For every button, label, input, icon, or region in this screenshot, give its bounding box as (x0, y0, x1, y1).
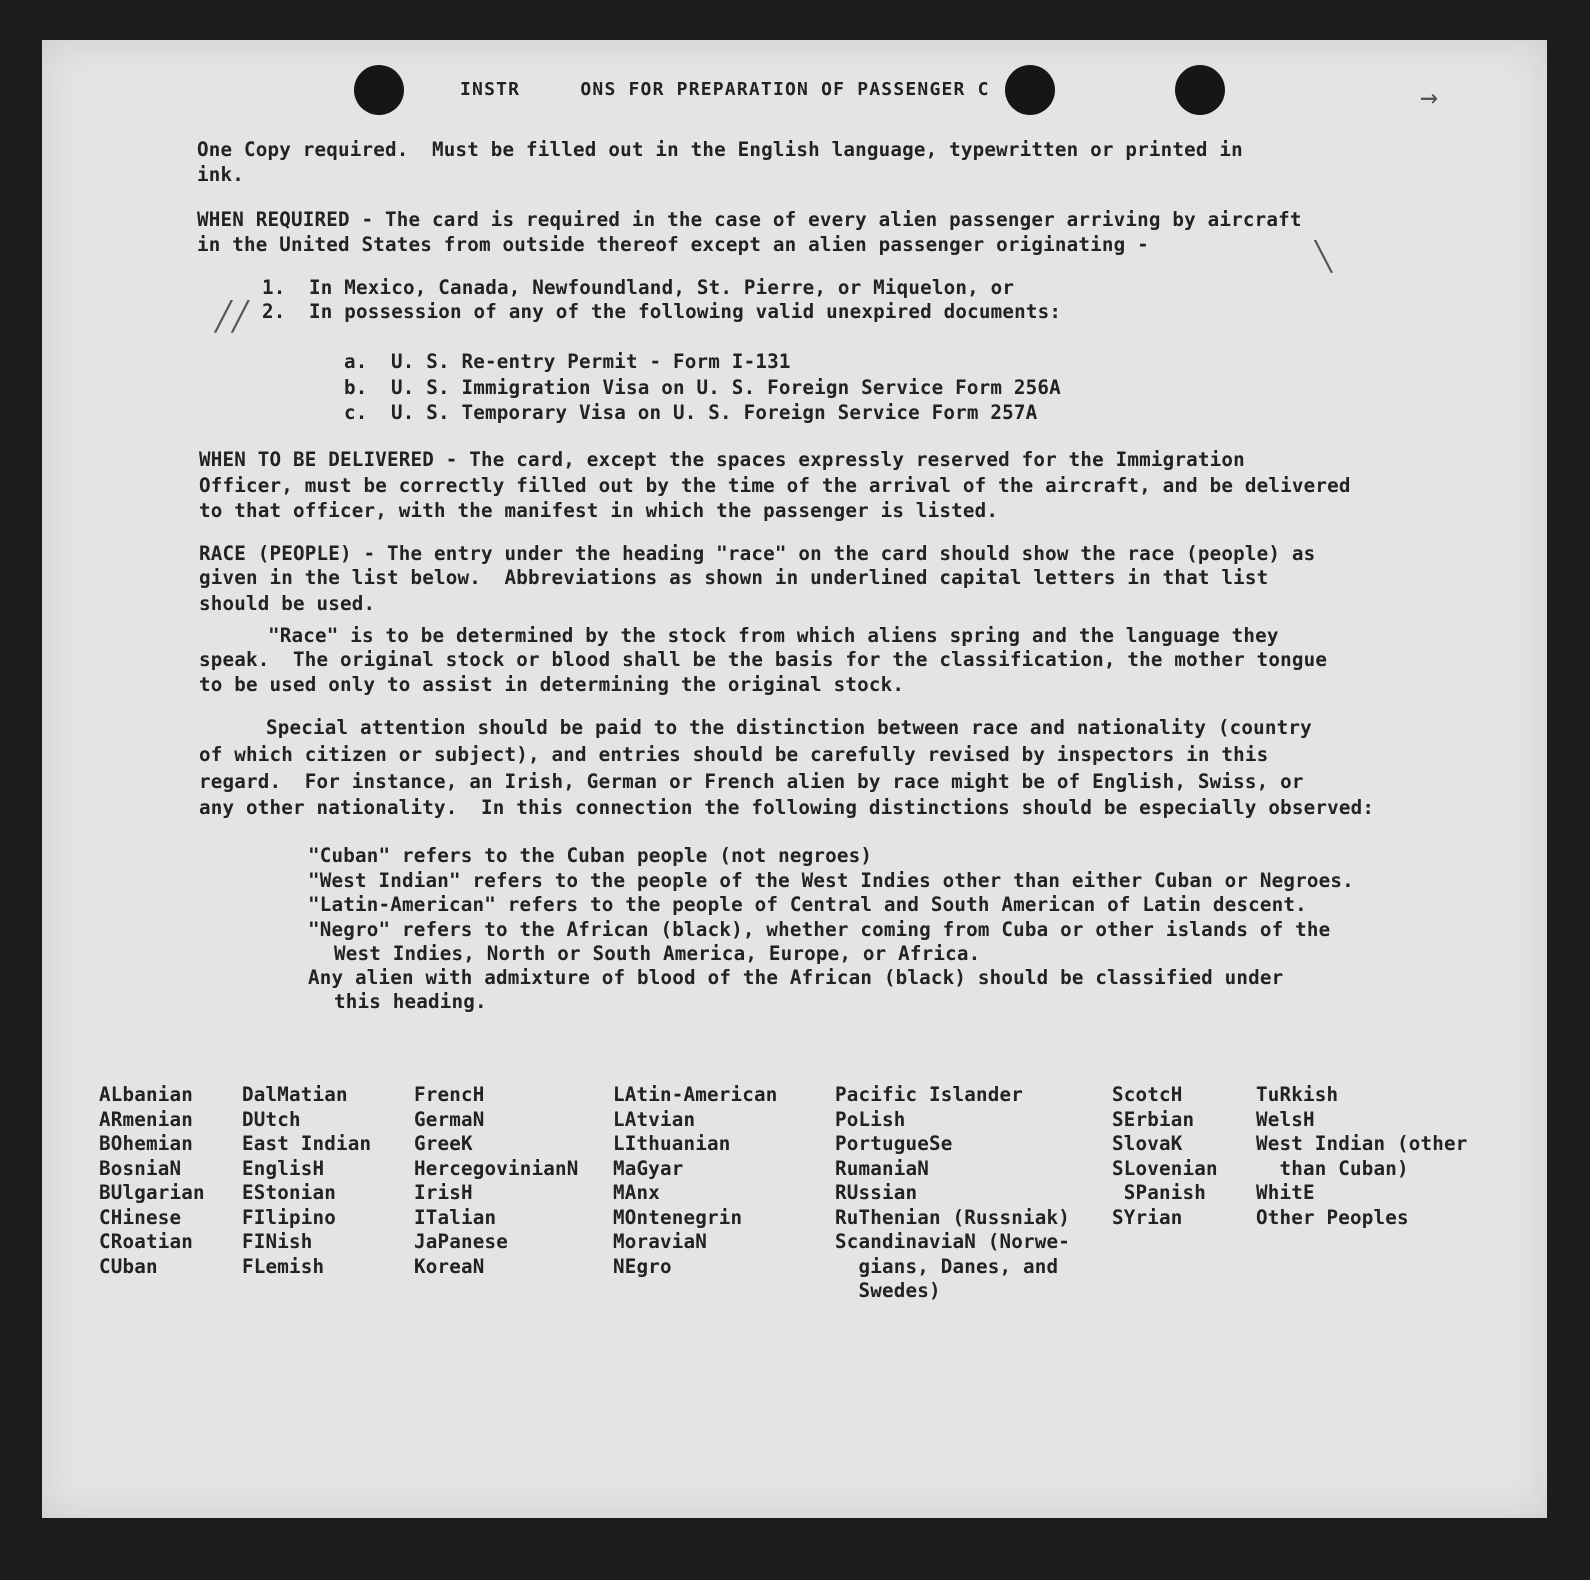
race-list-column-7 (1256, 1083, 1468, 1230)
race-list-item: FINish (242, 1230, 313, 1253)
race-list-item: East Indian (242, 1132, 372, 1155)
distinction-line: "Negro" refers to the African (black), whether coming from Cuba or other islands of the (308, 918, 1331, 941)
race-list-item: LIthuanian (613, 1132, 731, 1155)
race-list-item: CHinese (99, 1205, 182, 1229)
distinction-line: this heading. (334, 990, 487, 1013)
race-list-item: FrencH (414, 1083, 485, 1106)
race-list-item: SYrian (1112, 1205, 1183, 1229)
race-list-item: WelsH (1256, 1107, 1315, 1131)
race-list-item: TuRkish (1256, 1083, 1339, 1106)
race-list-item: HercegovinianN (414, 1156, 579, 1180)
race-paragraph-line: "Race" is to be determined by the stock from which aliens spring and the language they (268, 624, 1279, 647)
race-list-item: ScotcH (1112, 1083, 1183, 1106)
punch-hole-middle (1005, 65, 1055, 115)
race-list-item: EnglisH (242, 1156, 325, 1180)
when-required-line: WHEN REQUIRED - The card is required in the case of every alien passenger arriving by aircraft (197, 208, 1302, 231)
race-paragraph-line: should be used. (199, 592, 376, 615)
ink-mark: → (1420, 80, 1439, 115)
race-list-column-1 (99, 1083, 205, 1279)
race-list-item: SErbian (1112, 1107, 1195, 1131)
race-list-item: ALbanian (99, 1083, 194, 1106)
ink-mark: ╱╱ (215, 300, 249, 333)
race-list-item: SLovenian (1112, 1156, 1218, 1180)
race-paragraph-line: Special attention should be paid to the distinction between race and nationality (country (266, 716, 1312, 739)
race-list-item: CUban (99, 1254, 158, 1278)
race-list-item: ScandinaviaN (Norwe- (835, 1230, 1071, 1253)
race-paragraph-line: of which citizen or subject), and entries should be carefully revised by inspectors in this (199, 743, 1269, 766)
race-list-column-2 (242, 1083, 371, 1279)
when-required-item: 1. In Mexico, Canada, Newfoundland, St. Pierre, or Miquelon, or (262, 276, 1015, 299)
page-title: INSTR ONS FOR PREPARATION OF PASSENGER C (460, 79, 990, 100)
race-list-item: WhitE (1256, 1181, 1315, 1204)
race-list-item: IrisH (414, 1181, 473, 1204)
punch-hole-left (354, 65, 404, 115)
race-list-item: GermaN (414, 1107, 485, 1131)
distinction-line: "West Indian" refers to the people of the West Indies other than either Cuban or Negroes. (308, 869, 1354, 892)
race-list-item: BUlgarian (99, 1181, 205, 1204)
race-list-column-5 (835, 1083, 1070, 1304)
race-list-item: RUssian (835, 1181, 918, 1204)
race-list-item: ARmenian (99, 1107, 194, 1131)
race-list-column-6 (1112, 1083, 1218, 1230)
race-list-item: MAnx (613, 1181, 661, 1204)
race-list-item: MaGyar (613, 1156, 684, 1180)
race-list-item: Other Peoples (1256, 1205, 1409, 1229)
race-list-item: EStonian (242, 1181, 337, 1204)
race-list-item: FLemish (242, 1254, 325, 1278)
race-list-item: NEgro (613, 1254, 672, 1278)
when-required-item: 2. In possession of any of the following valid unexpired documents: (262, 300, 1062, 323)
race-list-item: SPanish (1112, 1181, 1207, 1204)
race-list-item: LAtvian (613, 1107, 696, 1131)
race-list-item: PoLish (835, 1107, 906, 1131)
race-list-item: GreeK (414, 1132, 473, 1155)
race-list-item: FIlipino (242, 1205, 337, 1229)
intro-line: ink. (197, 163, 245, 186)
race-list-item: ITalian (414, 1205, 497, 1229)
race-list-item: RumaniaN (835, 1156, 930, 1180)
intro-line: One Copy required. Must be filled out in the English language, typewritten or printed in (197, 138, 1243, 161)
race-list-item: West Indian (other (1256, 1132, 1468, 1155)
race-list-item: BosniaN (99, 1156, 182, 1180)
race-list-item: DalMatian (242, 1083, 348, 1106)
race-list-item: than Cuban) (1256, 1156, 1409, 1180)
race-list-item: gians, Danes, and (835, 1254, 1059, 1278)
race-list-column-4 (613, 1083, 778, 1279)
race-list-item: MOntenegrin (613, 1205, 743, 1229)
race-paragraph-line: given in the list below. Abbreviations as shown in underlined capital letters in that list (199, 566, 1269, 589)
race-paragraph-line: to be used only to assist in determining the original stock. (199, 673, 905, 696)
race-list-item: KoreaN (414, 1254, 485, 1278)
race-list-item: MoraviaN (613, 1230, 708, 1253)
race-list-item: Swedes) (835, 1279, 941, 1302)
when-delivered-line: Officer, must be correctly filled out by the time of the arrival of the aircraft, and be delivered (199, 474, 1351, 497)
race-paragraph-line: speak. The original stock or blood shall be the basis for the classification, the mother tongue (199, 648, 1328, 671)
race-list-item: PortugueSe (835, 1132, 953, 1155)
race-list-item: DUtch (242, 1107, 301, 1131)
when-delivered-line: to that officer, with the manifest in which the passenger is listed. (199, 499, 999, 522)
distinction-line: "Cuban" refers to the Cuban people (not negroes) (308, 844, 873, 867)
race-list-item: JaPanese (414, 1230, 509, 1253)
document-subitem: a. U. S. Re-entry Permit - Form I-131 (344, 350, 791, 373)
distinction-line: "Latin-American" refers to the people of Central and South American of Latin descent. (308, 893, 1307, 916)
race-list-item: CRoatian (99, 1230, 194, 1253)
when-delivered-line: WHEN TO BE DELIVERED - The card, except the spaces expressly reserved for the Immigration (199, 448, 1245, 471)
ink-mark: ╲ (1315, 240, 1332, 273)
document-subitem: b. U. S. Immigration Visa on U. S. Foreign Service Form 256A (344, 376, 1061, 399)
race-paragraph-line: RACE (PEOPLE) - The entry under the heading "race" on the card should show the race (people) as (199, 542, 1316, 565)
race-list-column-3 (414, 1083, 579, 1279)
race-list-item: LAtin-American (613, 1083, 778, 1106)
punch-hole-right (1175, 65, 1225, 115)
when-required-line: in the United States from outside thereof except an alien passenger originating - (197, 233, 1149, 256)
document-subitem: c. U. S. Temporary Visa on U. S. Foreign Service Form 257A (344, 401, 1038, 424)
race-paragraph-line: regard. For instance, an Irish, German or French alien by race might be of English, Swiss, or (199, 770, 1304, 793)
distinction-line: Any alien with admixture of blood of the African (black) should be classified under (308, 966, 1284, 989)
distinction-line: West Indies, North or South America, Europe, or Africa. (334, 942, 981, 965)
race-list-item: RuThenian (Russniak) (835, 1205, 1071, 1229)
race-list-item: BOhemian (99, 1132, 194, 1155)
race-list-item: Pacific Islander (835, 1083, 1024, 1106)
race-paragraph-line: any other nationality. In this connection the following distinctions should be especially observed: (199, 796, 1375, 819)
race-list-item: SlovaK (1112, 1132, 1183, 1155)
